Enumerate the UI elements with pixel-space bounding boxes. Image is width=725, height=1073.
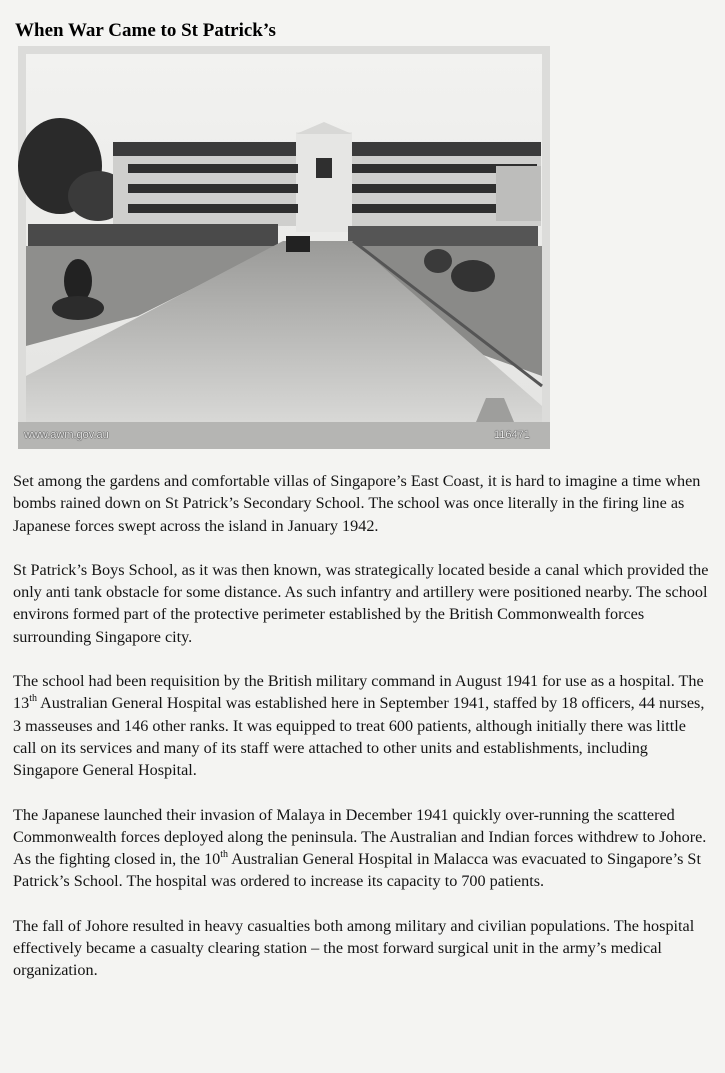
photo-credit: www.awm.gov.au bbox=[24, 429, 109, 441]
page-title: When War Came to St Patrick’s bbox=[15, 20, 276, 41]
paragraph-5: The fall of Johore resulted in heavy casualties both among military and civilian populations. The hospital effectively became a casualty clearing station – the most forward surgical unit in the army’s medical organization. bbox=[13, 916, 695, 980]
paragraph-1: Set among the gardens and comfortable villas of Singapore’s East Coast, it is hard to imagine a time when bombs rained down on St Patrick’s Secondary School. The school was once literally in the firing line as Japanese forces swept across the island in January 1942. bbox=[13, 472, 701, 535]
historical-photo bbox=[18, 46, 550, 449]
photo-id: 116471 bbox=[494, 429, 530, 441]
paragraph-2: St Patrick’s Boys School, as it was then known, was strategically located beside a canal which provided the only anti tank obstacle for some distance. As such infantry and artillery were positioned nearby. The school environs formed part of the protective perimeter established by the British Commonwealth forces surrounding Singapore city. bbox=[13, 560, 709, 646]
school-building-image bbox=[18, 46, 550, 449]
paragraph-4: The Japanese launched their invasion of Malaya in December 1941 quickly over-running the scattered Commonwealth forces deployed along the peninsula. The Australian and Indian forces withdrew to Johore. As the fighting closed in, the 10th Australian General Hospital in Malacca was evacuated to Singapore’s St Patrick’s School. The hospital was ordered to increase its capacity to 700 patients. bbox=[13, 805, 707, 891]
article-body bbox=[13, 470, 713, 1004]
paragraph-3: The school had been requisition by the British military command in August 1941 for use as a hospital. The 13th Australian General Hospital was established here in September 1941, staffed by 18 officers, 44 nurses, 3 masseuses and 146 other ranks. It was equipped to treat 600 patients, although initially there was little call on its services and many of its staff were attached to other units and establishments, including Singapore General Hospital. bbox=[13, 672, 705, 780]
